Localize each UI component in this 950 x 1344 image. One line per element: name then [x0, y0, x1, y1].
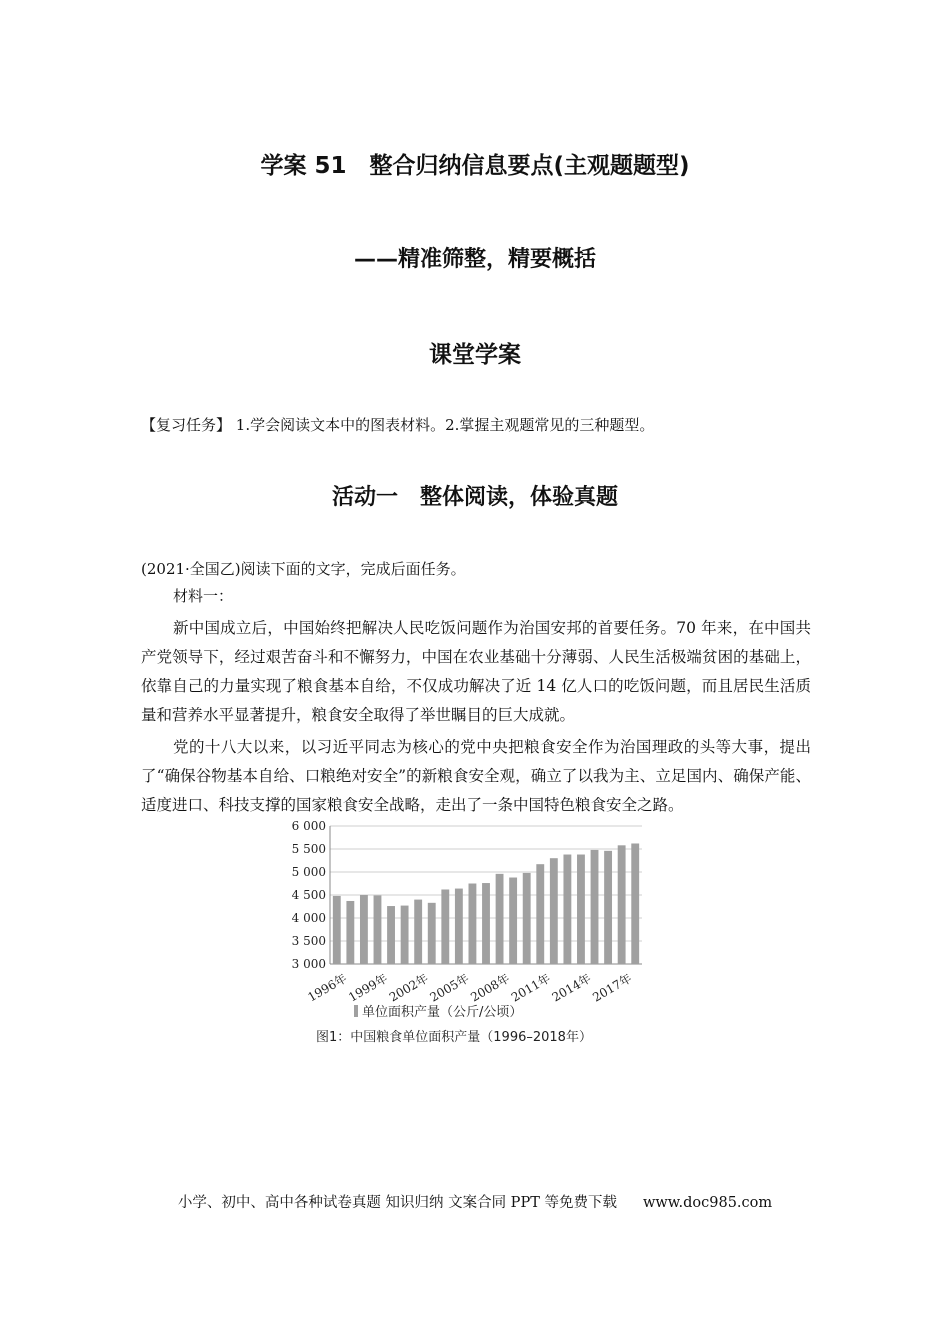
bar-2011年 — [536, 864, 544, 964]
bar-2010年 — [523, 873, 531, 964]
y-tick-label: 4 500 — [291, 888, 326, 902]
legend-label: 单位面积产量（公斤/公顷） — [362, 1005, 523, 1020]
bar-2008年 — [496, 874, 504, 964]
review-task-label: 【复习任务】 — [141, 416, 232, 434]
x-tick-label: 2011年 — [508, 971, 553, 1005]
bar-2013年 — [563, 855, 571, 964]
bar-2012年 — [550, 858, 558, 964]
bar-2006年 — [469, 884, 477, 965]
legend-swatch — [354, 1005, 358, 1017]
y-tick-label: 3 500 — [291, 934, 326, 948]
x-tick-label: 1999年 — [346, 971, 390, 1005]
chart-caption: 图1：中国粮食单位面积产量（1996–2018年） — [316, 1030, 592, 1045]
material-label: 材料一： — [173, 587, 234, 605]
bar-2009年 — [509, 878, 517, 964]
y-tick-label: 4 000 — [291, 911, 326, 925]
bar-2003年 — [428, 903, 436, 964]
page-footer — [0, 1191, 950, 1212]
bar-2000年 — [387, 906, 395, 964]
x-tick-label: 1996年 — [305, 971, 350, 1005]
x-tick-label: 2017年 — [590, 971, 635, 1005]
section-heading: 课堂学案 — [429, 342, 521, 368]
footer-text: 小学、初中、高中各种试卷真题 知识归纳 文案合同 PPT 等免费下载 — [177, 1195, 617, 1211]
footer-url: www.doc985.com — [642, 1195, 773, 1211]
x-tick-label: 2005年 — [427, 971, 472, 1005]
bar-2001年 — [401, 906, 409, 964]
x-tick-label: 2002年 — [386, 971, 431, 1005]
chart-y-ticks — [292, 819, 326, 971]
bar-2015年 — [591, 850, 599, 964]
bar-2014年 — [577, 855, 585, 964]
bar-1997年 — [346, 901, 354, 964]
page-subtitle: ——精准筛整，精要概括 — [353, 247, 596, 272]
review-task — [141, 414, 654, 435]
x-tick-label: 2014年 — [549, 971, 594, 1005]
page-title: 学案 51 整合归纳信息要点(主观题题型) — [260, 153, 690, 179]
bar-2005年 — [455, 889, 463, 964]
bar-2007年 — [482, 883, 490, 964]
x-tick-label: 2008年 — [468, 971, 513, 1005]
y-tick-label: 5 500 — [291, 842, 326, 856]
paragraph-1: 新中国成立后，中国始终把解决人民吃饭问题作为治国安邦的首要任务。70 年来，在中国共产党领导下，经过艰苦奋斗和不懈努力，中国在农业基础十分薄弱、人民生活极端贫困的基础上，依靠自己的力量实现了粮食基本自给，不仅成功解决了近 14 亿人口的吃饭问题，而且居民生活质量和营养水平显著提升，粮食安全取得了举世瞩目的巨大成就。 — [141, 619, 811, 724]
y-tick-label: 3 000 — [291, 957, 326, 971]
chart-x-ticks — [305, 970, 634, 1004]
yield-bar-chart — [280, 818, 670, 1050]
y-tick-label: 5 000 — [291, 865, 326, 879]
bar-2002年 — [414, 900, 422, 964]
source-line: (2021·全国乙)阅读下面的文字，完成后面任务。 — [141, 560, 466, 578]
activity-title: 活动一 整体阅读，体验真题 — [331, 485, 618, 510]
bar-2004年 — [441, 889, 449, 964]
chart-bars — [333, 843, 639, 964]
bar-2018年 — [631, 843, 639, 964]
bar-2017年 — [618, 845, 626, 964]
bar-1996年 — [333, 896, 341, 964]
bar-2016年 — [604, 851, 612, 964]
bar-1999年 — [374, 895, 382, 964]
paragraph-2: 党的十八大以来，以习近平同志为核心的党中央把粮食安全作为治国理政的头等大事，提出了“确保谷物基本自给、口粮绝对安全”的新粮食安全观，确立了以我为主、立足国内、确保产能、适度进口、科技支撑的国家粮食安全战略，走出了一条中国特色粮食安全之路。 — [141, 738, 811, 814]
review-task-text: 1.学会阅读文本中的图表材料。2.掌握主观题常见的三种题型。 — [235, 416, 655, 434]
bar-1998年 — [360, 895, 368, 964]
y-tick-label: 6 000 — [291, 819, 326, 833]
